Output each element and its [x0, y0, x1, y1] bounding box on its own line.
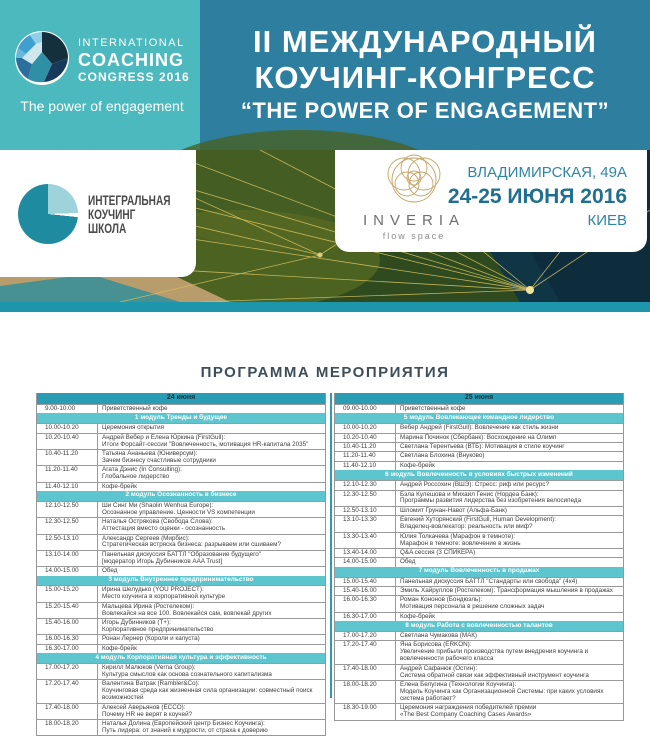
description-cell: [98, 586, 325, 601]
description-line: «The Best Company Coaching Cases Awards»: [400, 711, 532, 719]
schedule-row: [37, 517, 325, 533]
description-cell: [98, 434, 325, 449]
time-cell: 17.40-18.00: [335, 665, 396, 680]
time-cell: 16.30-17.00: [335, 613, 396, 621]
time-cell: 12.50-13.10: [37, 535, 98, 550]
column-divider: [330, 393, 332, 698]
time-cell: 9.00-10.00: [37, 405, 98, 413]
description-line: Шломит Грунан-Навот (Альфа-Банк): [400, 506, 508, 514]
schedule-row: [335, 664, 623, 680]
icc-logo: [14, 30, 190, 114]
description-cell: [98, 680, 325, 702]
schedule-row: [37, 663, 325, 679]
schedule-row: [37, 433, 325, 449]
description-line: Ши Синг Ми (Shaolin Wenhua Europe):: [102, 501, 214, 509]
description-line: Яна Борисова (ERKON):: [400, 641, 472, 649]
time-cell: 17.00-17.20: [335, 632, 396, 640]
schedule-row: [335, 557, 623, 566]
header-band: [0, 0, 650, 150]
description-cell: [396, 443, 623, 451]
schedule-day1-table: [36, 393, 326, 736]
school-line3: ШКОЛА: [88, 219, 127, 236]
description-cell: [396, 665, 623, 680]
description-cell: [396, 632, 623, 640]
description-line: Церемония открытия: [102, 424, 164, 432]
description-line: Аттестация вместо оценки - осознанность: [102, 525, 226, 533]
description-cell: [98, 466, 325, 481]
description-line: [модератор Игорь Дубинников AAA Trust]: [102, 557, 223, 565]
description-line: Глобальное лидерство: [102, 473, 170, 481]
schedule-row: [335, 423, 623, 432]
schedule-row: [37, 449, 325, 465]
description-line: Андрей Россохин (ВШЭ): Стресс: риф или ресурс?: [400, 481, 549, 489]
time-cell: 10.00-10.20: [37, 424, 98, 432]
time-cell: 18.00-18.20: [37, 720, 98, 735]
description-line: Кирилл Малюков (Verna Group):: [102, 664, 196, 672]
schedule-row: [335, 532, 623, 548]
time-cell: 16.00-16.30: [37, 635, 98, 643]
description-cell: [396, 704, 623, 719]
description-line: Мальцева Ирина (Ростелеком):: [102, 602, 195, 610]
time-cell: 10.00-10.20: [335, 424, 396, 432]
description-line: Почему HR не верят в коучей?: [102, 710, 193, 718]
description-line: Место коучинга в корпоративной культуре: [102, 593, 226, 601]
description-line: Осознанное управление. Ценности VS компетенции: [102, 508, 255, 516]
description-line: Александр Сергеев (Мирбис):: [102, 534, 190, 542]
schedule-row: [335, 595, 623, 611]
time-cell: 14.00-15.00: [335, 558, 396, 566]
description-line: Светлана Блохина (Внуково): [400, 452, 485, 460]
description-cell: [396, 481, 623, 489]
schedule-row: [335, 480, 623, 489]
time-cell: 18.00-18.20: [335, 681, 396, 703]
schedule-row: [37, 679, 325, 702]
time-cell: 16.30-17.00: [37, 645, 98, 653]
description-line: Система обратной связи как эффективный инструмент коучинга: [400, 671, 589, 679]
inveria-name: INVERIA: [362, 212, 465, 229]
description-line: Модель Коучинга как Организационной Системы: при каких условиях: [400, 687, 604, 695]
description-line: Кофе-брейк: [102, 644, 137, 652]
schedule-row: [335, 490, 623, 506]
time-cell: 12.10-12.50: [37, 502, 98, 517]
time-cell: 17.20-17.40: [37, 680, 98, 702]
schedule-row: [335, 433, 623, 442]
schedule-row: [37, 634, 325, 643]
schedule-row: [37, 566, 325, 575]
description-cell: [396, 681, 623, 703]
header-title-block: [200, 0, 650, 150]
time-cell: 11.20-11.40: [335, 452, 396, 460]
description-line: Церемония награждения победителей премии: [400, 704, 537, 712]
time-cell: 12.10-12.30: [335, 481, 396, 489]
schedule-row: [335, 548, 623, 557]
congress-title-line1: II МЕЖДУНАРОДНЫЙ: [253, 24, 597, 59]
description-cell: [98, 720, 325, 735]
description-line: Q&A сессия (3 СПИКЕРА): [400, 548, 476, 556]
description-line: вовлеченности рабочего класса: [400, 655, 494, 663]
landscape-photo: [0, 150, 650, 302]
description-line: Татьяна Ананьева (Юниверсум):: [102, 449, 198, 457]
module-section-bar: 6 модуль Вовлеченность в условиях быстрых изменений: [335, 470, 623, 480]
integral-school-icon: [18, 184, 78, 244]
description-cell: [396, 452, 623, 460]
schedule-row: [37, 501, 325, 517]
description-line: Кофе-брейк: [400, 461, 435, 469]
description-line: Игорь Дубинников (Т+):: [102, 619, 171, 627]
venue-city: КИЕВ: [587, 212, 627, 229]
description-cell: [396, 533, 623, 548]
description-cell: [396, 549, 623, 557]
schedule-row: [335, 577, 623, 586]
module-section-bar: 2 модуль Осознанность в бизнесе: [37, 491, 325, 501]
description-line: Обед: [400, 558, 416, 566]
schedule-row: [37, 618, 325, 634]
description-cell: [396, 434, 623, 442]
icc-tagline: The power of engagement: [20, 98, 184, 114]
time-cell: 11.40-12.10: [335, 462, 396, 470]
description-line: Программы развития лидерства без изобретения велосипеда: [400, 497, 582, 505]
module-section-bar: 4 модуль Корпоративная культура и эффективность: [37, 653, 325, 663]
description-line: Приветственный кофе: [400, 404, 466, 412]
time-cell: 15.00-15.40: [335, 578, 396, 586]
description-line: Вовлекайся на все 100. Вовлекайся сам, вовлекай других: [102, 609, 272, 617]
description-cell: [396, 516, 623, 531]
description-line: Путь лидера: от знаний к мудрости, от страха к доверию: [102, 726, 268, 734]
description-line: Марина Починок (Сбербанк): Восхождение на Олимп: [400, 433, 557, 441]
schedule-day2-table: [334, 393, 624, 721]
time-cell: 17.20-17.40: [335, 641, 396, 663]
icc-line1: INTERNATIONAL: [78, 37, 185, 49]
schedule-row: [37, 644, 325, 653]
school-line2: КОУЧИНГ: [88, 205, 136, 222]
description-cell: [396, 558, 623, 566]
description-cell: [396, 578, 623, 586]
time-cell: 10.20-10.40: [37, 434, 98, 449]
time-cell: 15.40-16.00: [335, 587, 396, 595]
time-cell: 15.00-15.20: [37, 586, 98, 601]
time-cell: 13.10-14.00: [37, 551, 98, 566]
description-line: Светлана Терентьева (ВТБ): Мотивация в стиле коучинг: [400, 443, 565, 451]
description-line: Андрей Сафанюк (Остин):: [400, 664, 477, 672]
venue-address: ВЛАДИМИРСКАЯ, 49А: [467, 164, 627, 181]
description-cell: [396, 491, 623, 506]
description-cell: [98, 645, 325, 653]
teal-divider-strip: [0, 302, 650, 312]
description-line: система работает?: [400, 694, 456, 702]
description-cell: [98, 664, 325, 679]
venue-panel: [335, 150, 647, 252]
description-line: Корпоративное предпринимательство: [102, 625, 214, 633]
description-line: Евгений Хуторянский (FirstGull, Human Development):: [400, 516, 557, 524]
description-cell: [98, 405, 325, 413]
description-cell: [396, 424, 623, 432]
description-line: возможностей: [102, 694, 144, 702]
time-cell: 12.50-13.10: [335, 507, 396, 515]
time-cell: 18.30-19.00: [335, 704, 396, 719]
description-line: Юлия Толкачева (Марафон в темноте):: [400, 532, 515, 540]
description-cell: [396, 596, 623, 611]
description-line: Коучинговая среда как жизненная сила организации: совместный поиск: [102, 687, 313, 695]
description-line: Кофе-брейк: [102, 482, 137, 490]
description-cell: [98, 450, 325, 465]
schedule-row: [335, 404, 623, 413]
description-line: Ирина Шелудько (YOU PROJECT):: [102, 586, 204, 594]
description-cell: [98, 518, 325, 533]
description-line: Наталья Долина (Европейский центр Бизнес Коучинга):: [102, 719, 265, 727]
module-section-bar: 5 модуль Вовлекающее командное лидерство: [335, 413, 623, 423]
schedule-row: [335, 515, 623, 531]
day-header: 25 июня: [335, 393, 623, 404]
description-cell: [396, 641, 623, 663]
description-line: Приветственный кофе: [102, 404, 168, 412]
schedule-row: [335, 640, 623, 663]
schedule-row: [335, 506, 623, 515]
description-line: Вебер Андрей (FirstGull): Вовлечение как стиль жизни: [400, 424, 559, 432]
schedule-row: [37, 585, 325, 601]
time-cell: 12.30-12.50: [335, 491, 396, 506]
description-line: Культура смыслов как основа сознательного капитализма: [102, 671, 272, 678]
school-logo-panel: [0, 150, 196, 277]
school-line1: ИНТЕГРАЛЬНАЯ: [88, 191, 171, 208]
description-line: Валентина Ватрак (Rambler&Co):: [102, 680, 200, 688]
time-cell: 10.40-11.20: [335, 443, 396, 451]
description-line: Кофе-брейк: [400, 612, 435, 620]
description-line: Ронан Лернер (Короли и капуста): [102, 635, 200, 643]
description-cell: [98, 502, 325, 517]
description-line: Обед: [102, 567, 118, 575]
time-cell: 17.00-17.20: [37, 664, 98, 679]
description-line: Марафон в темноте: вовлечение в жизнь: [400, 539, 521, 547]
description-cell: [98, 635, 325, 643]
description-cell: [98, 535, 325, 550]
schedule-row: [335, 442, 623, 451]
module-section-bar: 1 модуль Тренды и будущее: [37, 413, 325, 423]
schedule-row: [37, 482, 325, 491]
schedule-row: [37, 703, 325, 719]
description-line: Панельная дискуссия БАТТЛ "Образование будущего": [102, 550, 261, 558]
description-cell: [98, 551, 325, 566]
time-cell: 12.30-12.50: [37, 518, 98, 533]
icc-line3: CONGRESS 2016: [78, 70, 190, 84]
schedule-row: [335, 461, 623, 470]
congress-title-line3: “THE POWER OF ENGAGEMENT”: [240, 98, 610, 123]
venue-info: [448, 162, 627, 232]
description-line: Владелец-вовлекатор: реальность или миф?: [400, 523, 533, 531]
time-cell: 15.40-16.00: [37, 619, 98, 634]
description-cell: [396, 507, 623, 515]
time-cell: 13.30-13.40: [335, 533, 396, 548]
time-cell: 13.10-13.30: [335, 516, 396, 531]
school-logo-text: [88, 193, 170, 235]
description-cell: [98, 704, 325, 719]
time-cell: 10.20-10.40: [335, 434, 396, 442]
time-cell: 09.00-10.00: [335, 405, 396, 413]
venue-dates: 24-25 ИЮНЯ 2016: [447, 185, 627, 208]
day-header: 24 июня: [37, 393, 325, 404]
description-cell: [396, 613, 623, 621]
description-cell: [98, 567, 325, 575]
description-cell: [396, 462, 623, 470]
description-cell: [98, 424, 325, 432]
description-line: Андрей Вебер и Елена Юркина (FirstGull):: [102, 433, 226, 441]
schedule-row: [37, 404, 325, 413]
description-cell: [98, 483, 325, 491]
description-line: Алексей Аверьянов (ECCO):: [102, 703, 186, 711]
globe-icon: [14, 30, 70, 91]
icc-line2: COACHING: [78, 50, 184, 70]
description-line: Агата Дэнис (In Consulting):: [102, 466, 182, 474]
module-section-bar: 7 модуль Вовлеченность в продажах: [335, 567, 623, 577]
description-line: Елена Белугина (Технологии Коучинга):: [400, 681, 517, 688]
description-line: Эмиль Хайруллов (Ростелеком): Трансформация мышления в продажах: [400, 587, 613, 595]
description-line: Итоги Форсайт-сессии "Вовлеченность, мотивация HR-капитала 2035": [102, 440, 309, 448]
description-line: Мотивация персонала в решение сложных задач: [400, 603, 545, 611]
header-logo-block: [0, 0, 200, 150]
time-cell: 15.20-15.40: [37, 603, 98, 618]
schedule-row: [37, 423, 325, 432]
description-line: Зачем бизнесу счастливые сотрудники: [102, 456, 216, 464]
description-line: Панельная дискуссия БАТТЛ "Стандарты или свобода" (4x4): [400, 577, 578, 585]
time-cell: 17.40-18.00: [37, 704, 98, 719]
time-cell: 14.00-15.00: [37, 567, 98, 575]
description-line: Увеличение прибыли производства путем внедрения коучинга и: [400, 648, 589, 656]
description-cell: [396, 587, 623, 595]
schedule-row: [37, 719, 325, 735]
description-cell: [396, 405, 623, 413]
description-line: Светлана Чумакова (МАК): [400, 632, 478, 640]
description-line: Стратегическая встряска бизнеса: разрываем или сшиваем?: [102, 541, 281, 549]
time-cell: 10.40-11.20: [37, 450, 98, 465]
description-line: Бэла Кулешова и Михаил Генис (Нордеа Банк):: [400, 490, 539, 498]
description-line: Наталья Острякова (Свобода Слова):: [102, 518, 213, 526]
schedule-row: [37, 602, 325, 618]
schedule-row: [335, 631, 623, 640]
inveria-subtitle: flow space: [382, 231, 446, 241]
schedule-row: [37, 534, 325, 550]
schedule-row: [37, 550, 325, 566]
schedule-row: [335, 612, 623, 621]
schedule-row: [335, 680, 623, 703]
time-cell: 11.40-12.10: [37, 483, 98, 491]
description-cell: [98, 603, 325, 618]
schedule-row: [335, 586, 623, 595]
description-line: Роман Кононов (Бондюэль):: [400, 596, 483, 604]
description-cell: [98, 619, 325, 634]
schedule-row: [335, 451, 623, 460]
time-cell: 11.20-11.40: [37, 466, 98, 481]
time-cell: 16.00-16.30: [335, 596, 396, 611]
module-section-bar: 3 модуль Внутреннее предпринимательство: [37, 576, 325, 586]
schedule-row: [335, 703, 623, 719]
module-section-bar: 8 модуль Работа с вовлеченностью талантов: [335, 621, 623, 631]
schedule-row: [37, 465, 325, 481]
congress-title-line2: КОУЧИНГ-КОНГРЕСС: [254, 60, 596, 95]
program-title: ПРОГРАММА МЕРОПРИЯТИЯ: [200, 364, 450, 381]
time-cell: 13.40-14.00: [335, 549, 396, 557]
